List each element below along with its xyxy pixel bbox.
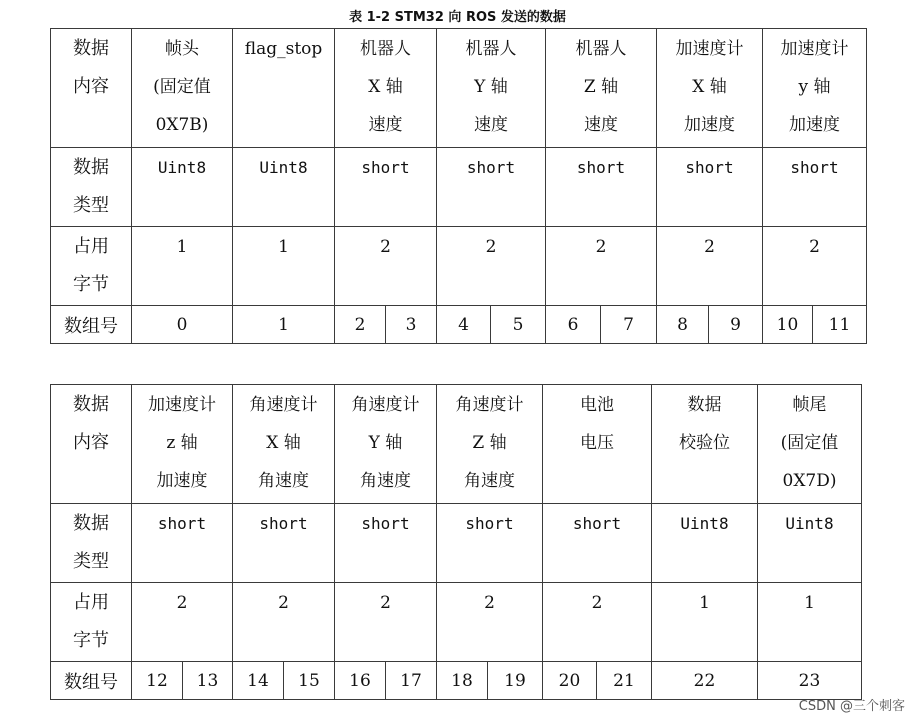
content-cell: flag_stop <box>233 29 335 148</box>
type-cell: short <box>335 148 437 227</box>
content-cell: 加速度计 y 轴 加速度 <box>763 29 867 148</box>
bytes-cell: 2 <box>335 583 437 662</box>
bytes-cell: 1 <box>758 583 862 662</box>
row-label-type: 数据 类型 <box>51 504 132 583</box>
index-cell: 9 <box>709 306 763 344</box>
bytes-cell: 2 <box>546 227 657 306</box>
content-cell: 加速度计 z 轴 加速度 <box>132 385 233 504</box>
index-cell: 0 <box>132 306 233 344</box>
data-table-part-1 <box>50 28 867 344</box>
content-cell: 加速度计 X 轴 加速度 <box>657 29 763 148</box>
index-cell: 22 <box>652 662 758 700</box>
index-cell: 20 <box>543 662 597 700</box>
bytes-cell: 1 <box>652 583 758 662</box>
type-cell: short <box>437 504 543 583</box>
index-cell: 19 <box>488 662 543 700</box>
content-cell: 机器人 Y 轴 速度 <box>437 29 546 148</box>
content-cell: 数据 校验位 <box>652 385 758 504</box>
row-label-bytes: 占用 字节 <box>51 583 132 662</box>
bytes-cell: 2 <box>437 227 546 306</box>
index-cell: 4 <box>437 306 491 344</box>
index-cell: 14 <box>233 662 284 700</box>
content-cell: 角速度计 Z 轴 角速度 <box>437 385 543 504</box>
type-cell: Uint8 <box>132 148 233 227</box>
content-cell: 电池 电压 <box>543 385 652 504</box>
type-cell: short <box>437 148 546 227</box>
csdn-watermark: CSDN @三个刺客 <box>798 699 905 714</box>
type-cell: short <box>543 504 652 583</box>
index-cell: 16 <box>335 662 386 700</box>
type-cell: Uint8 <box>758 504 862 583</box>
index-cell: 17 <box>386 662 437 700</box>
type-cell: Uint8 <box>652 504 758 583</box>
index-cell: 7 <box>601 306 657 344</box>
index-cell: 1 <box>233 306 335 344</box>
index-cell: 12 <box>132 662 183 700</box>
content-cell: 角速度计 Y 轴 角速度 <box>335 385 437 504</box>
row-label-type: 数据 类型 <box>51 148 132 227</box>
row-label-content: 数据 内容 <box>51 29 132 148</box>
index-cell: 15 <box>284 662 335 700</box>
bytes-cell: 2 <box>233 583 335 662</box>
content-cell: 机器人 Z 轴 速度 <box>546 29 657 148</box>
bytes-cell: 1 <box>233 227 335 306</box>
row-label-index: 数组号 <box>51 306 132 344</box>
type-cell: short <box>132 504 233 583</box>
data-table-part-2 <box>50 384 862 700</box>
type-cell: short <box>335 504 437 583</box>
bytes-cell: 2 <box>132 583 233 662</box>
index-cell: 18 <box>437 662 488 700</box>
type-cell: short <box>233 504 335 583</box>
index-cell: 2 <box>335 306 386 344</box>
bytes-cell: 2 <box>335 227 437 306</box>
index-cell: 10 <box>763 306 813 344</box>
content-cell: 机器人 X 轴 速度 <box>335 29 437 148</box>
bytes-cell: 2 <box>657 227 763 306</box>
content-cell: 帧头 (固定值 0X7B) <box>132 29 233 148</box>
bytes-cell: 2 <box>437 583 543 662</box>
table-caption: 表 1-2 STM32 向 ROS 发送的数据 <box>349 10 566 25</box>
index-cell: 5 <box>491 306 546 344</box>
index-cell: 3 <box>386 306 437 344</box>
index-cell: 6 <box>546 306 601 344</box>
row-label-bytes: 占用 字节 <box>51 227 132 306</box>
content-cell: 角速度计 X 轴 角速度 <box>233 385 335 504</box>
type-cell: short <box>763 148 867 227</box>
index-cell: 8 <box>657 306 709 344</box>
index-cell: 13 <box>183 662 233 700</box>
index-cell: 11 <box>813 306 867 344</box>
row-label-index: 数组号 <box>51 662 132 700</box>
index-cell: 21 <box>597 662 652 700</box>
type-cell: Uint8 <box>233 148 335 227</box>
content-cell: 帧尾 (固定值 0X7D) <box>758 385 862 504</box>
bytes-cell: 2 <box>543 583 652 662</box>
bytes-cell: 1 <box>132 227 233 306</box>
bytes-cell: 2 <box>763 227 867 306</box>
type-cell: short <box>546 148 657 227</box>
index-cell: 23 <box>758 662 862 700</box>
type-cell: short <box>657 148 763 227</box>
row-label-content: 数据 内容 <box>51 385 132 504</box>
